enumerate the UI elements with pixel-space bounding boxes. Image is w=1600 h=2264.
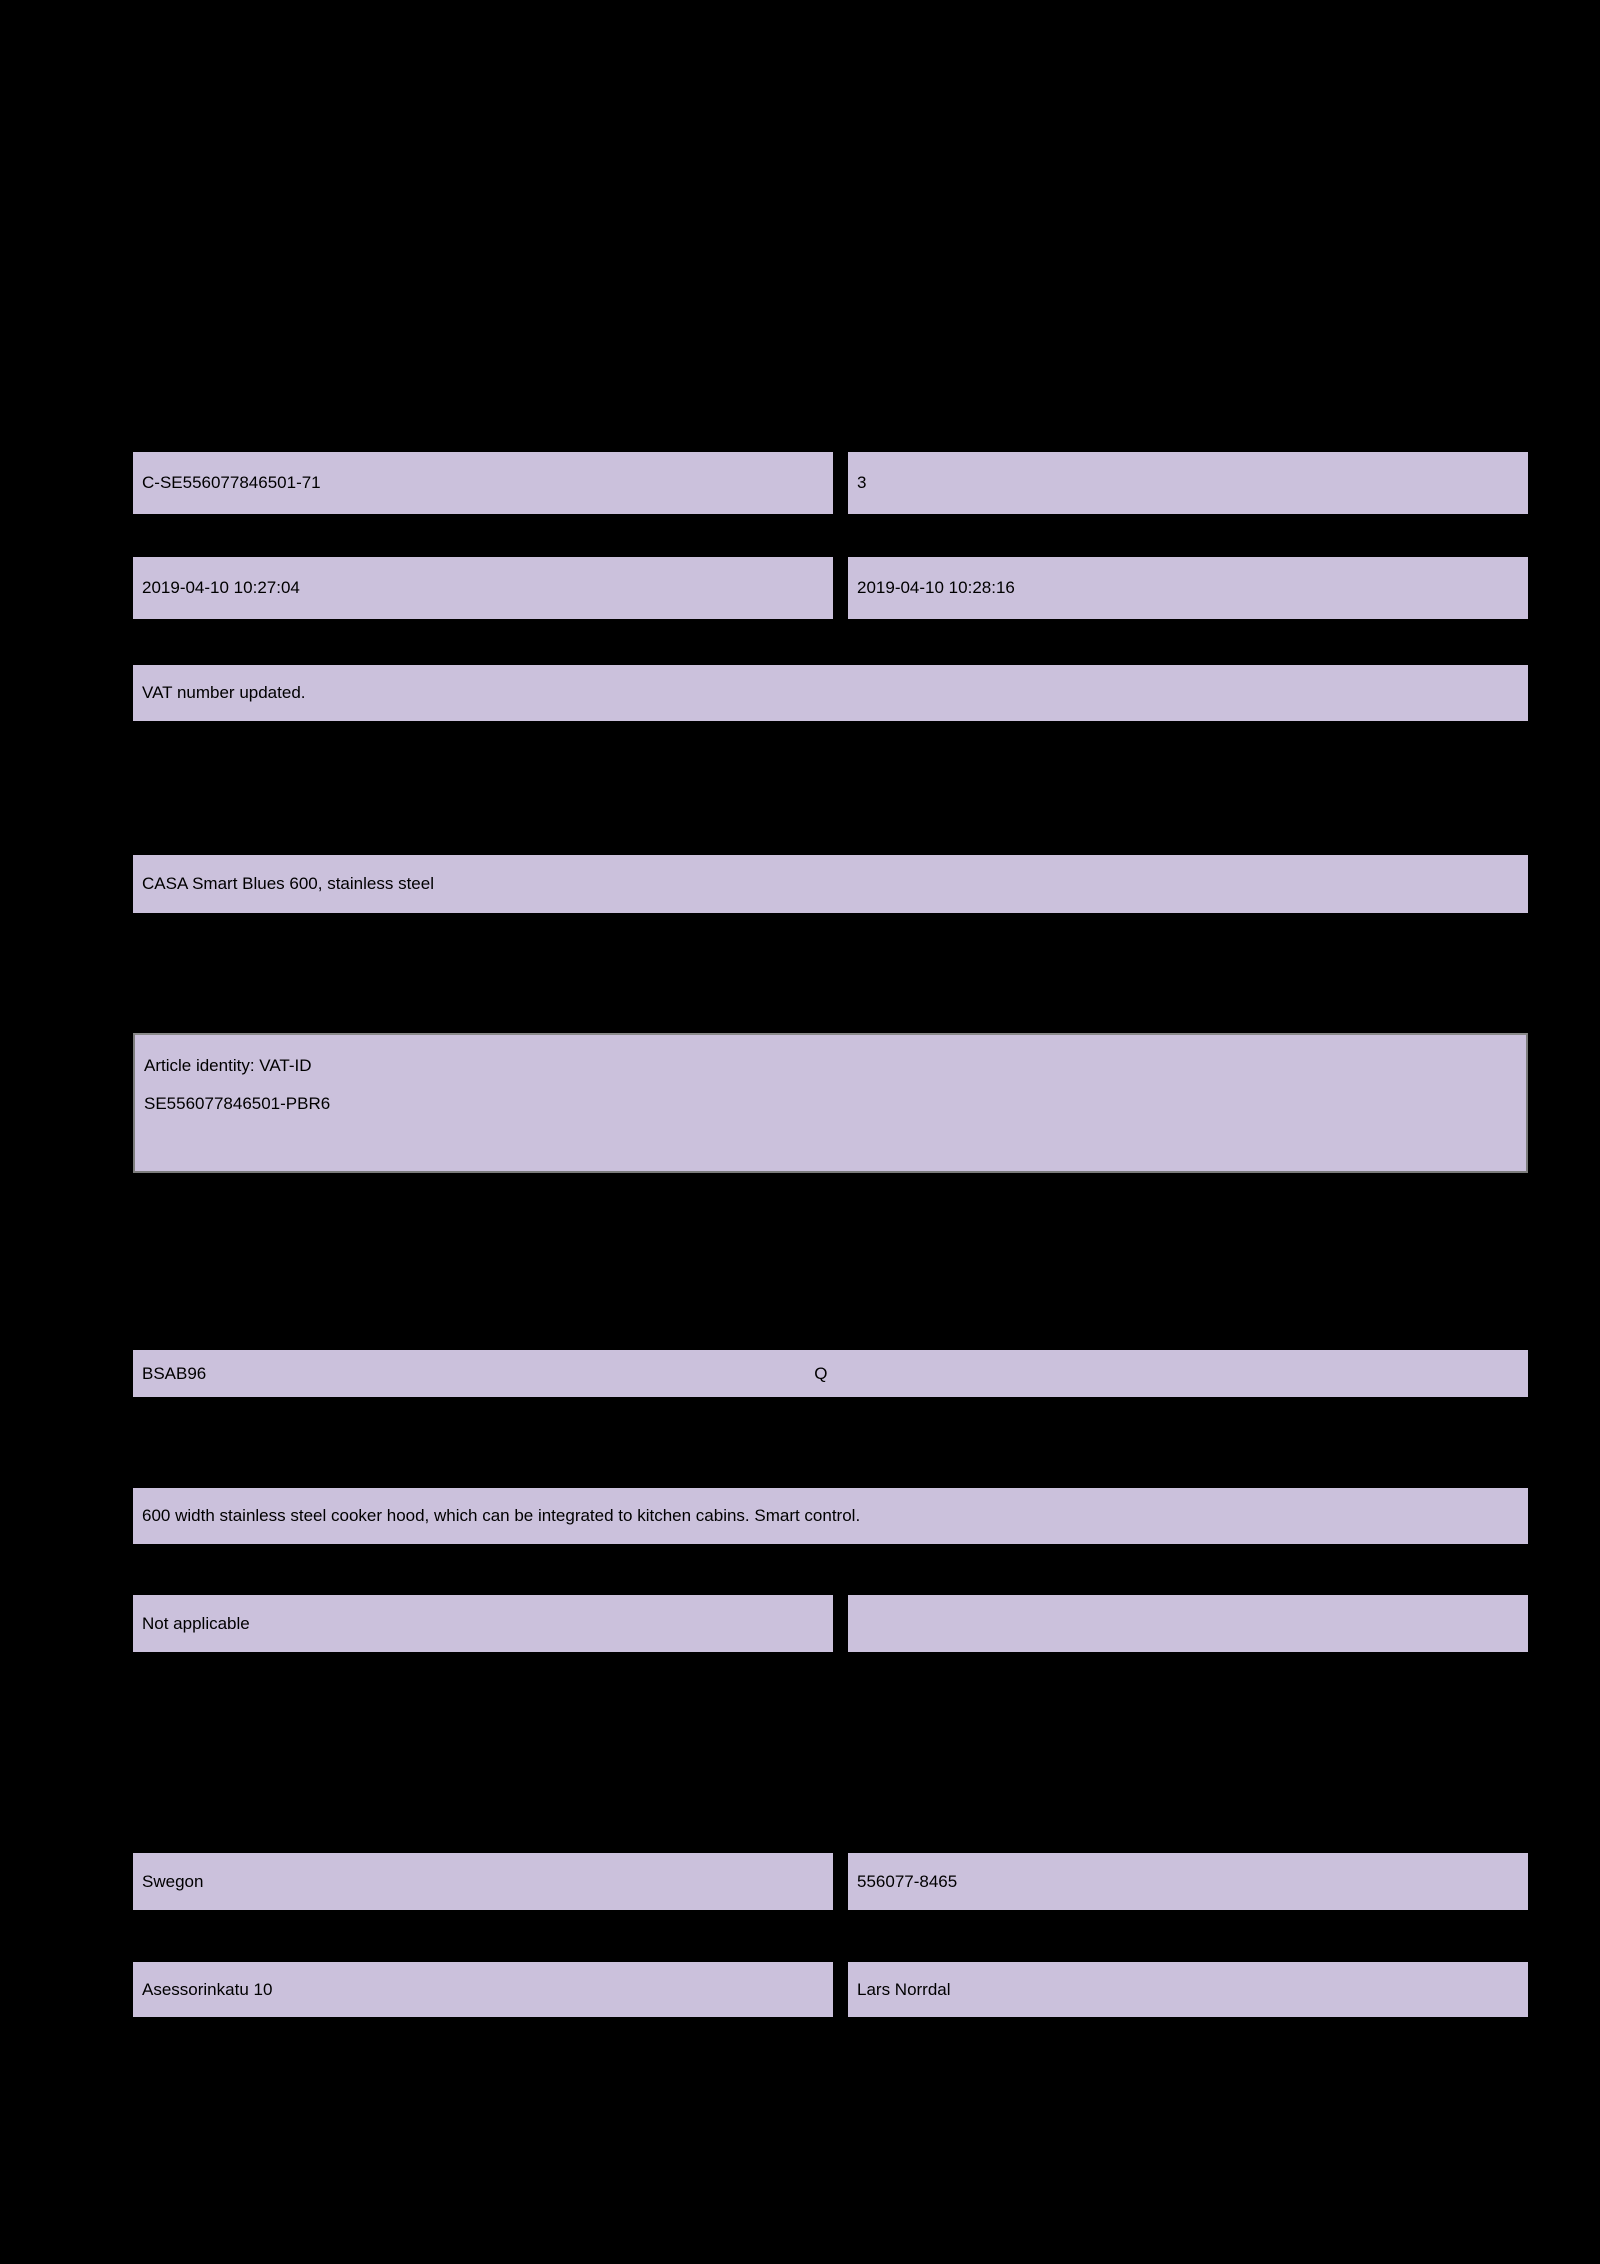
created-date-field[interactable]: 2019-04-10 10:27:04 bbox=[133, 557, 833, 619]
company-name-field[interactable]: Swegon bbox=[133, 1853, 833, 1910]
classification-system-value: BSAB96 bbox=[142, 1363, 207, 1383]
other-info-field[interactable]: Not applicable bbox=[133, 1595, 833, 1652]
contact-person-field[interactable]: Lars Norrdal bbox=[848, 1962, 1528, 2017]
classification-code-value: Q bbox=[814, 1363, 828, 1383]
changed-date-field[interactable]: 2019-04-10 10:28:16 bbox=[848, 557, 1528, 619]
article-identity-line2: SE556077846501-PBR6 bbox=[144, 1094, 331, 1113]
article-identity-line1: Article identity: VAT-ID bbox=[144, 1056, 312, 1075]
article-identity-field[interactable] bbox=[133, 1033, 1528, 1173]
product-name-field[interactable]: CASA Smart Blues 600, stainless steel bbox=[133, 855, 1528, 913]
company-address-field[interactable]: Asessorinkatu 10 bbox=[133, 1962, 833, 2017]
other-info-secondary-field[interactable] bbox=[848, 1595, 1528, 1652]
classification-field[interactable] bbox=[133, 1350, 1528, 1397]
organisation-number-field[interactable]: 556077-8465 bbox=[848, 1853, 1528, 1910]
change-comment-field[interactable]: VAT number updated. bbox=[133, 665, 1528, 721]
version-field[interactable]: 3 bbox=[848, 452, 1528, 514]
product-description-field[interactable]: 600 width stainless steel cooker hood, which can be integrated to kitchen cabins. Smart control. bbox=[133, 1488, 1528, 1544]
document-id-field[interactable]: C-SE556077846501-71 bbox=[133, 452, 833, 514]
